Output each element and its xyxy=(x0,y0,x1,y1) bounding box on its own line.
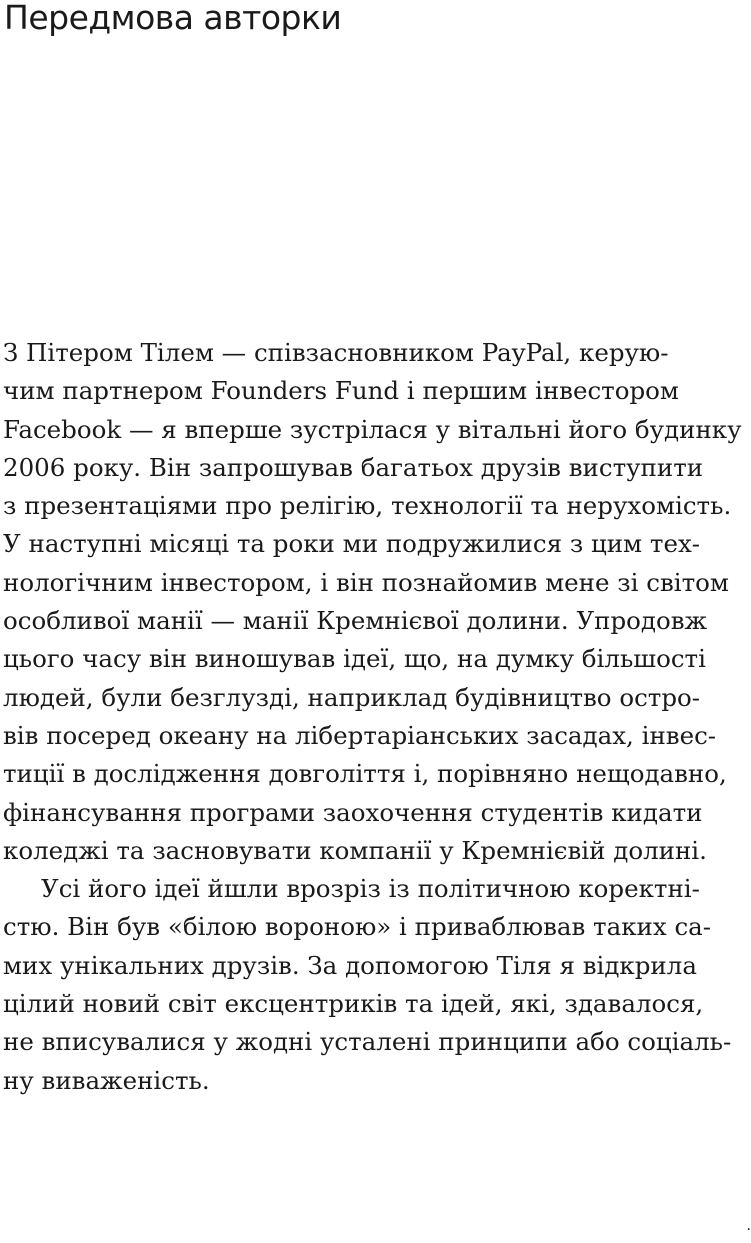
text-line: особливої манії — манії Кремнієвої долини. Упродовж xyxy=(3,606,708,636)
text-line: коледжі та засновувати компанії у Кремнієвій долині. xyxy=(3,835,707,865)
text-line: цього часу він виношував ідеї, що, на думку більшості xyxy=(3,644,706,674)
text-line: фінансування програми заохочення студентів кидати xyxy=(3,797,703,827)
text-line: стю. Він був «білою вороною» і приваблював таких са- xyxy=(3,912,712,942)
text-line: тиції в дослідження довголіття і, порівняно нещодавно, xyxy=(3,759,727,789)
chapter-title: Передмова авторки xyxy=(4,0,342,37)
page-folio: · xyxy=(746,1222,751,1238)
text-line: людей, були безглузді, наприклад будівництво остро- xyxy=(3,682,701,712)
text-line: чим партнером Founders Fund і першим інвестором xyxy=(3,376,679,406)
text-line: цілий новий світ ексцентриків та ідей, які, здавалося, xyxy=(3,989,704,1019)
text-line: нологічним інвестором, і він познайомив мене зі світом xyxy=(3,567,729,597)
text-line: Facebook — я вперше зустрілася у вітальні його будинку xyxy=(3,414,742,444)
text-line: 2006 року. Він запрошував багатьох друзів виступити xyxy=(3,452,704,482)
text-line: не вписувалися у жодні усталені принципи або соціаль- xyxy=(3,1027,732,1057)
text-line: Усі його ідеї йшли врозріз із політичною коректні- xyxy=(41,874,700,904)
text-line: з презентаціями про релігію, технології та нерухомість. xyxy=(3,491,732,521)
text-line: У наступні місяці та роки ми подружилися з цим тех- xyxy=(3,529,701,559)
text-line: мих унікальних друзів. За допомогою Тіля я відкрила xyxy=(3,950,697,980)
text-line: З Пітером Тілем — співзасновником PayPal, керую- xyxy=(3,338,669,367)
body-text xyxy=(3,334,751,1100)
text-line: ну виваженість. xyxy=(3,1065,210,1095)
text-line: вів посеред океану на лібертаріанських засадах, інвес- xyxy=(3,720,717,750)
